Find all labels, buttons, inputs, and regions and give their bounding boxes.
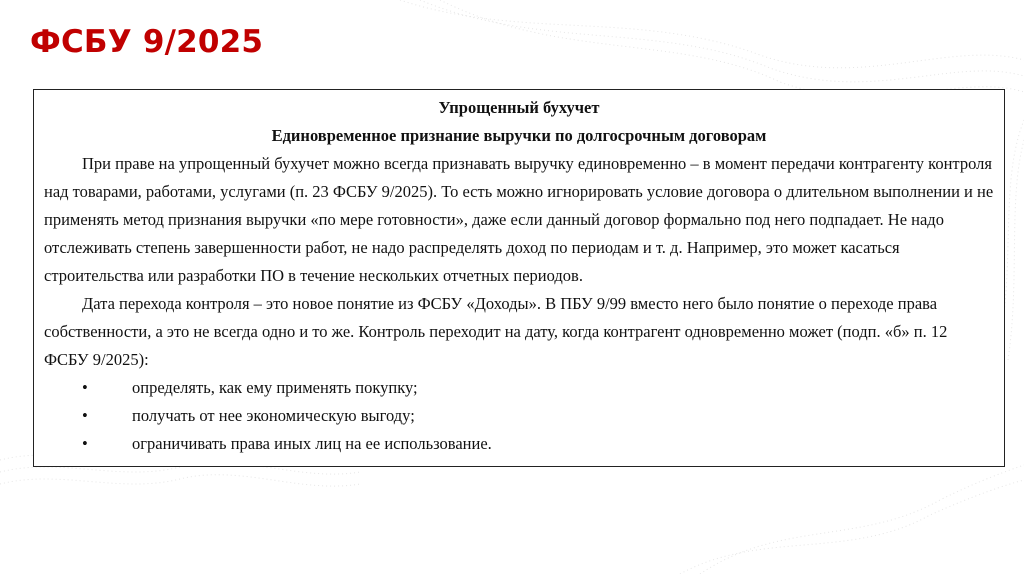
bullet-text: получать от нее экономическую выгоду; — [132, 406, 415, 425]
bullet-list — [44, 374, 994, 458]
content-box — [33, 89, 1005, 467]
paragraph-control-transfer: Дата перехода контроля – это новое понятие из ФСБУ «Доходы». В ПБУ 9/99 вместо него было понятие о переходе права собственности, а это не всегда одно и то же. Контроль переходит на дату, когда контрагент одновременно может (подп. «б» п. 12 ФСБУ 9/2025): — [44, 294, 948, 369]
slide-title: ФСБУ 9/2025 — [30, 24, 264, 60]
box-heading-secondary: Единовременное признание выручки по долгосрочным договорам — [271, 126, 767, 145]
bullet-text: ограничивать права иных лиц на ее использование. — [132, 434, 492, 453]
bullet-marker: • — [82, 434, 88, 453]
bullet-item — [44, 374, 994, 402]
paragraph-simplified-accounting: При праве на упрощенный бухучет можно всегда признавать выручку единовременно – в момент передачи контрагенту контроля над товарами, работами, услугами (п. 23 ФСБУ 9/2025). То есть можно игнорировать условие договора о длительном выполнении и не применять метод признания выручки «по мере готовности», даже если данный договор формально под него подпадает. Не надо отслеживать степень завершенности работ, не надо распределять доход по периодам и т. д. Например, это может касаться строительства или разработки ПО в течение нескольких отчетных периодов. — [44, 154, 994, 285]
bullet-item — [44, 402, 994, 430]
bullet-text: определять, как ему применять покупку; — [132, 378, 418, 397]
bullet-item — [44, 430, 994, 458]
box-heading-primary: Упрощенный бухучет — [438, 98, 600, 117]
bullet-marker: • — [82, 406, 88, 425]
bullet-marker: • — [82, 378, 88, 397]
